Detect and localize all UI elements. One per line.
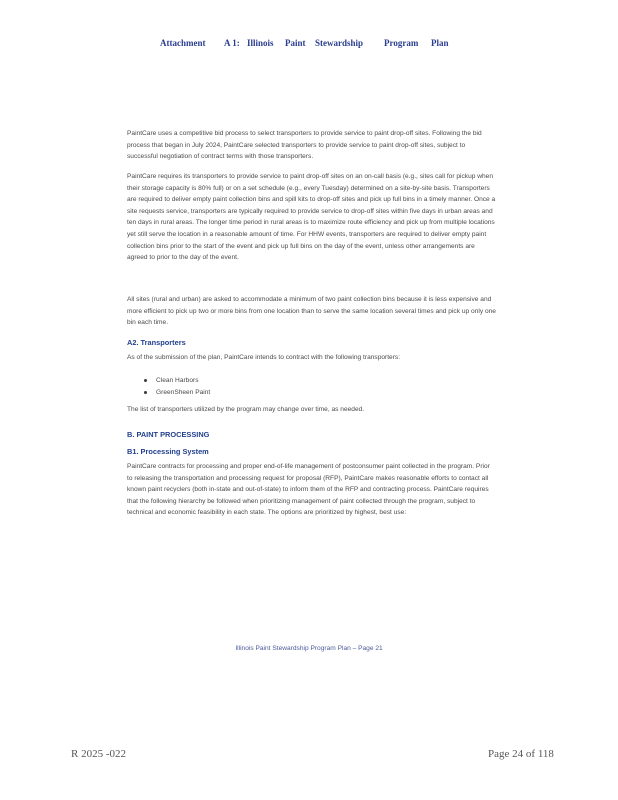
header-plan: Plan [431, 38, 449, 48]
heading-transporters: A2. Transporters [127, 338, 186, 347]
heading-paint-processing: B. PAINT PROCESSING [127, 430, 210, 439]
page-total: 118 [537, 748, 554, 760]
header-attachment: Attachment [160, 38, 206, 48]
page-current: 24 [512, 748, 524, 760]
inner-page-footer: Illinois Paint Stewardship Program Plan – Page 21 [235, 645, 383, 652]
page-label: Page [488, 748, 510, 760]
bullet-icon [144, 379, 147, 382]
list-item [127, 375, 487, 387]
header-paint: Paint [285, 38, 306, 48]
heading-processing-system: B1. Processing System [127, 447, 209, 456]
page-number [488, 748, 554, 760]
header-program: Program [384, 38, 419, 48]
page-of-label: of [525, 748, 536, 760]
list-item-label: GreenSheen Paint [156, 388, 211, 396]
list-item-label: Clean Harbors [156, 377, 199, 384]
list-item [127, 387, 487, 399]
bullet-icon [144, 391, 147, 394]
paragraph-transporters-intro: As of the submission of the plan, PaintCare intends to contract with the following transporters: [127, 354, 401, 361]
paragraph-transporter-service: PaintCare requires its transporters to provide service to paint drop-off sites on an on-call basis (e.g., sites call for pickup when their storage capacity is 80% full) or on a set schedule (e.g., every Tuesday) determined on a site-by-site basis. Transporters are required to deliver empty paint collection bins and spill kits to drop-off sites and pick up full bins in a timely manner. Once a site requests service, transporters are typically required to provide service to drop-off sites within five days in urban areas and ten days in rural areas. The longer time period in rural areas is to maximize route efficiency and pick up from multiple locations yet still serve the location in a reasonable amount of time. For HHW events, transporters are required to deliver empty paint collection bins prior to the start of the event and pick up full bins on the day of the event, unless other arrangements are agreed to prior to the day of the event. [127, 173, 496, 262]
header-a1: A 1: [224, 38, 240, 48]
paragraph-bid-process: PaintCare uses a competitive bid process to select transporters to provide service to paint drop-off sites. Following the bid process that began in July 2024, PaintCare selected transporters to provide service to paint drop-off sites, subject to successful negotiation of contract terms with those transporters. [127, 130, 482, 161]
header-illinois: Illinois [247, 38, 274, 48]
transporter-list [127, 375, 487, 398]
paragraph-minimum-bins: All sites (rural and urban) are asked to accommodate a minimum of two paint collection bins because it is less expensive and more efficient to pick up two or more bins from one location than to serve the same location several times and pick up only one bin each time. [127, 296, 496, 327]
header-stewardship: Stewardship [315, 38, 364, 48]
document-id: R 2025 -022 [71, 748, 126, 760]
paragraph-processing: PaintCare contracts for processing and proper end-of-life management of postconsumer paint collected in the program. Prior to releasing the transportation and processing request for proposal (RFP), PaintCare makes reasonable efforts to contact all known paint recyclers (both in-state and out-of-state) to inform them of the RFP and contracting process. PaintCare requires that the following hierarchy be followed when prioritizing management of paint collected through the program, subject to technical and economic feasibility in each state. The options are prioritized by highest, best use: [127, 463, 490, 517]
paragraph-transporter-changes: The list of transporters utilized by the program may change over time, as needed. [127, 406, 365, 413]
